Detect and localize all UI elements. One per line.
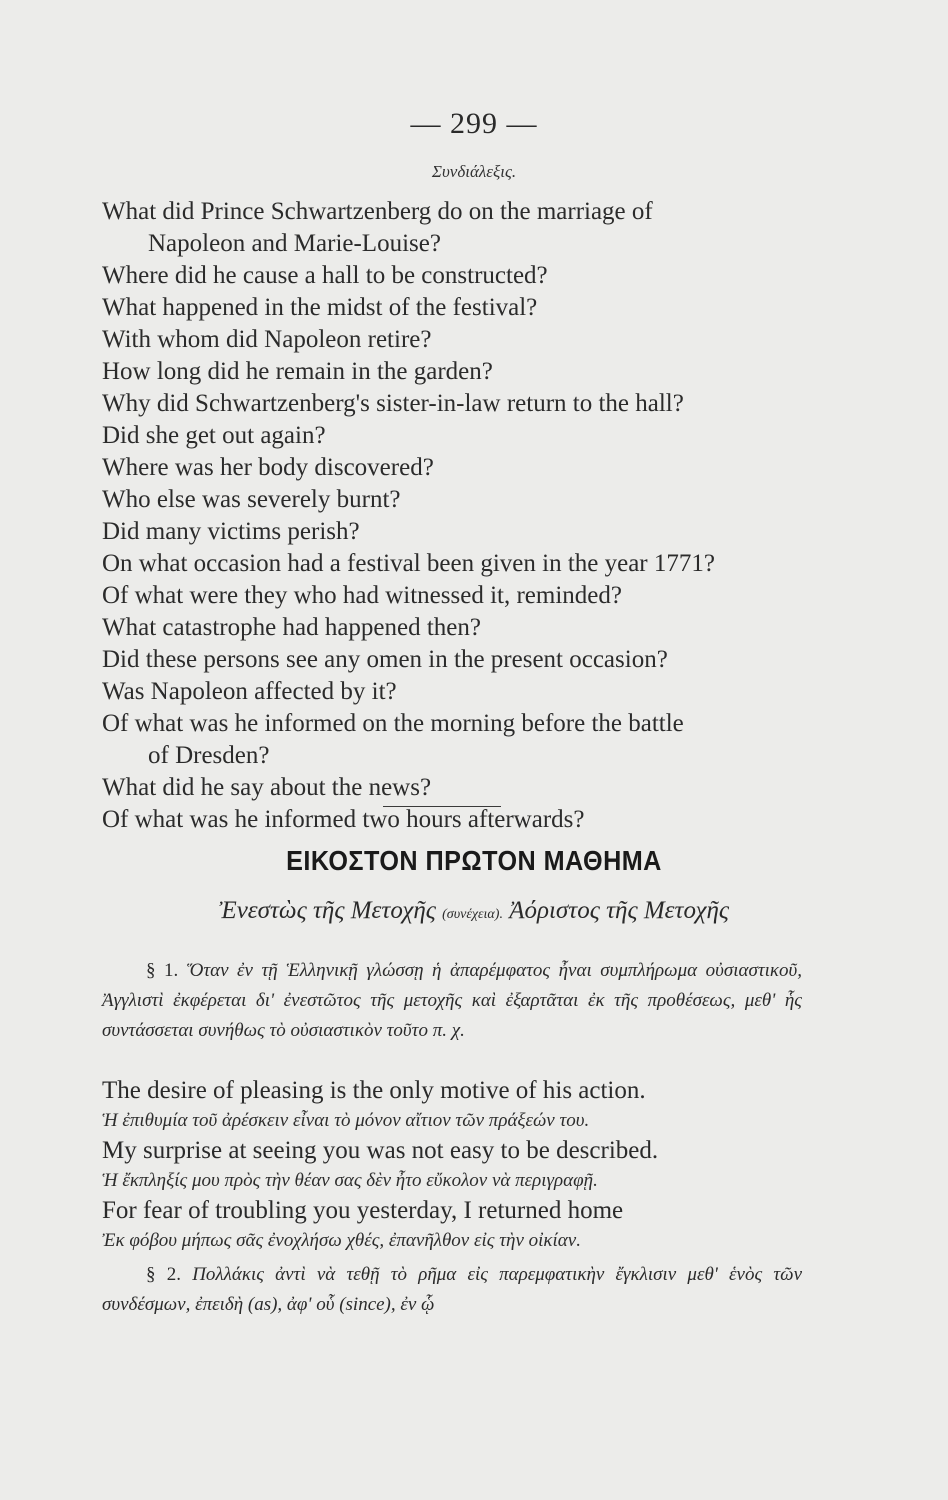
section-heading: Συνδιάλεξις. (431, 162, 517, 181)
question-line: Did these persons see any omen in the present occasion? (102, 646, 668, 673)
question-line: What catastrophe had happened then? (102, 614, 481, 641)
question-line: of Dresden? (148, 742, 270, 769)
example-english: For fear of troubling you yesterday, I returned home (102, 1197, 624, 1224)
example-greek: Ἐκ φόβου μήπως σᾶς ἐνοχλήσω χθές, ἐπανῆλθον εἰς τὴν οἰκίαν. (102, 1230, 581, 1251)
example-english: My surprise at seeing you was not easy to be described. (102, 1137, 659, 1164)
question-line: How long did he remain in the garden? (102, 358, 493, 385)
question-line: Who else was severely burnt? (102, 486, 401, 513)
section-mark: § 1. (146, 960, 179, 981)
question-line: With whom did Napoleon retire? (102, 326, 432, 353)
page-number: — 299 — (410, 107, 538, 140)
paragraph-2 (102, 1260, 802, 1320)
section-divider (383, 806, 501, 807)
example-greek: Ἡ ἐπιθυμία τοῦ ἀρέσκειν εἶναι τὸ μόνον αἴτιον τῶν πράξεών του. (102, 1110, 590, 1131)
question-line: Of what was he informed two hours afterwards? (102, 806, 585, 833)
question-line: Of what were they who had witnessed it, reminded? (102, 582, 622, 609)
paragraph-1-text (102, 956, 802, 1046)
section-mark: § 2. (146, 1264, 181, 1285)
paragraph-1-body: Ὅταν ἐν τῇ Ἑλληνικῇ γλώσσῃ ἡ ἀπαρέμφατος ἦναι συμπλήρωμα οὐσιαστικοῦ, Ἀγγλιστὶ ἐκφέρεται δι' ἐνεστῶτος τῆς μετοχῆς καὶ ἐξαρτᾶται ἐκ τῆς προθέσεως, μεθ' ἧς συντάσσεται συνήθως τὸ οὐσιαστικὸν τοῦτο π. χ. (102, 960, 803, 1041)
question-line: Of what was he informed on the morning before the battle (102, 710, 684, 737)
question-line: On what occasion had a festival been given in the year 1771? (102, 550, 715, 577)
question-line: Why did Schwartzenberg's sister-in-law return to the hall? (102, 390, 684, 417)
subtitle-note: (συνέχεια). (442, 907, 503, 922)
question-line: Napoleon and Marie-Louise? (148, 230, 441, 257)
lesson-subtitle (0, 897, 948, 925)
example-1 (102, 1076, 822, 1136)
example-2 (102, 1136, 822, 1196)
question-list (102, 196, 802, 836)
question-line: What did Prince Schwartzenberg do on the marriage of (102, 198, 653, 225)
question-line: Did she get out again? (102, 422, 326, 449)
paragraph-2-text (102, 1260, 802, 1320)
example-greek: Ἡ ἔκπληξίς μου πρὸς τὴν θέαν σας δὲν ἦτο εὔκολον νὰ περιγραφῇ. (102, 1170, 598, 1191)
subtitle-aorist-participle: Ἀόριστος τῆς Μετοχῆς (509, 897, 730, 924)
question-line: Where was her body discovered? (102, 454, 434, 481)
subtitle-present-participle: Ἐνεστὼς τῆς Μετοχῆς (218, 897, 436, 924)
question-line: What did he say about the news? (102, 774, 432, 801)
paragraph-1 (102, 956, 802, 1046)
question-line: What happened in the midst of the festival? (102, 294, 538, 321)
example-english: The desire of pleasing is the only motive of his action. (102, 1077, 646, 1104)
paragraph-2-body: Πολλάκις ἀντὶ νὰ τεθῇ τὸ ρῆμα εἰς παρεμφατικὴν ἔγκλισιν μεθ' ἑνὸς τῶν συνδέσμων, ἐπειδὴ (as), ἀφ' οὗ (since), ἐν ᾧ (102, 1264, 803, 1315)
example-3 (102, 1196, 822, 1256)
question-line: Where did he cause a hall to be constructed? (102, 262, 548, 289)
lesson-title: ΕΙΚΟΣΤΟΝ ΠΡΩΤΟΝ ΜΑΘΗΜΑ (286, 845, 662, 876)
question-line: Was Napoleon affected by it? (102, 678, 397, 705)
question-line: Did many victims perish? (102, 518, 360, 545)
